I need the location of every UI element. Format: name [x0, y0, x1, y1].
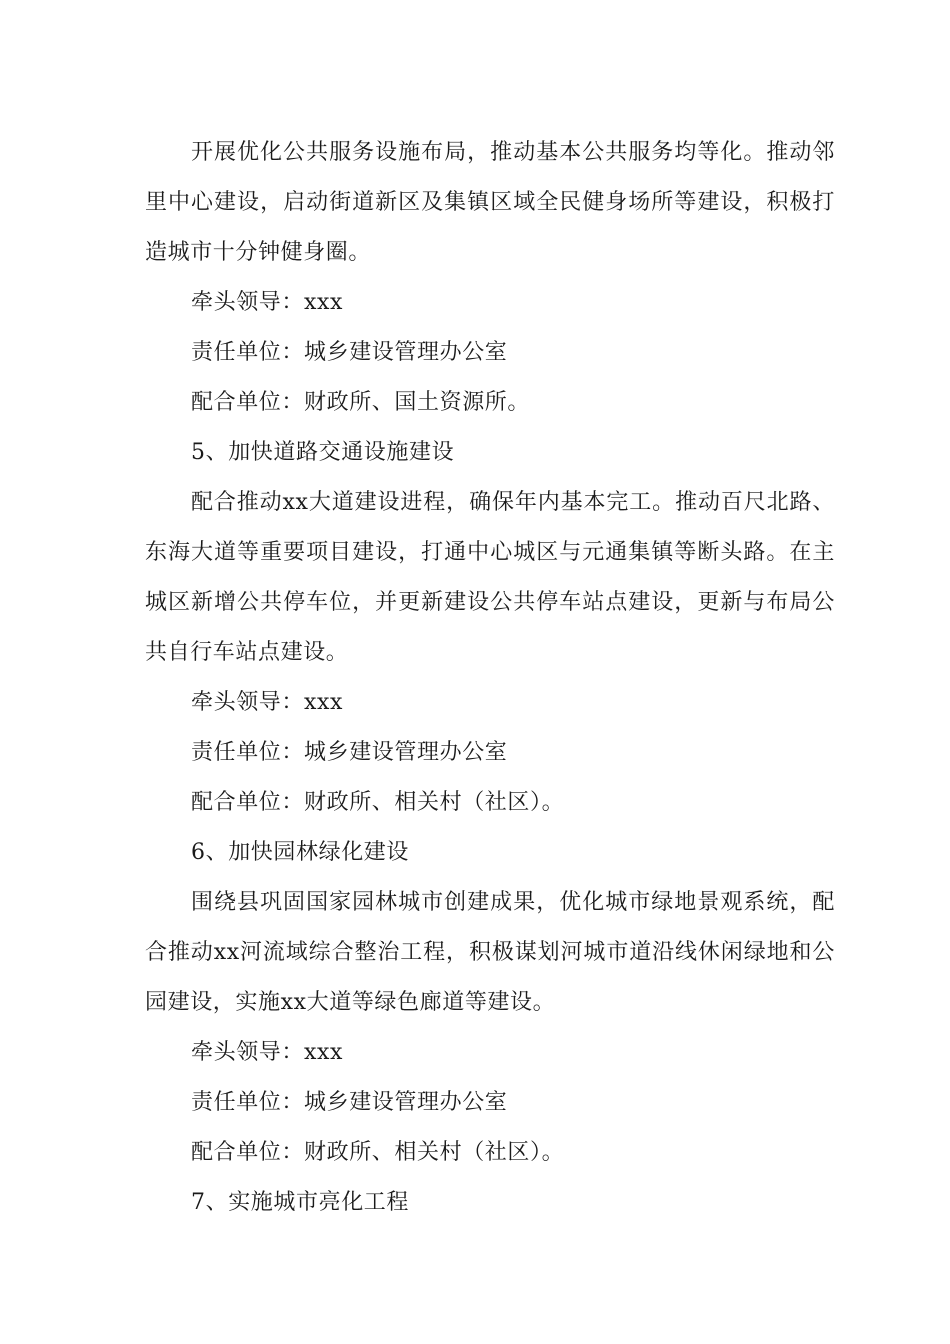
cooperating-unit-line: 配合单位：财政所、相关村（社区）。	[191, 790, 565, 815]
responsible-unit-line: 责任单位：城乡建设管理办公室	[191, 1090, 508, 1115]
responsible-unit-line: 责任单位：城乡建设管理办公室	[191, 340, 508, 365]
cooperating-unit-line: 配合单位：财政所、国土资源所。	[191, 390, 531, 415]
cooperating-unit-line: 配合单位：财政所、相关村（社区）。	[191, 1140, 565, 1165]
lead-leader-line: 牵头领导：xxx	[191, 290, 344, 315]
section-heading-6: 6、加快园林绿化建设	[191, 840, 409, 865]
lead-leader-line: 牵头领导：xxx	[191, 690, 344, 715]
paragraph-road-traffic: 配合推动xx大道建设进程，确保年内基本完工。推动百尺北路、东海大道等重要项目建设，打通中心城区与元通集镇等断头路。在主城区新增公共停车位，并更新建设公共停车站点建设，更新与布局公共自行车站点建设。	[145, 490, 835, 665]
section-heading-5: 5、加快道路交通设施建设	[191, 440, 455, 465]
paragraph-landscaping: 围绕县巩固国家园林城市创建成果，优化城市绿地景观系统，配合推动xx河流域综合整治工程，积极谋划河城市道沿线休闲绿地和公园建设，实施xx大道等绿色廊道等建设。	[145, 890, 835, 1015]
lead-leader-line: 牵头领导：xxx	[191, 1040, 344, 1065]
paragraph-public-services: 开展优化公共服务设施布局，推动基本公共服务均等化。推动邻里中心建设，启动街道新区及集镇区域全民健身场所等建设，积极打造城市十分钟健身圈。	[145, 140, 835, 265]
responsible-unit-line: 责任单位：城乡建设管理办公室	[191, 740, 508, 765]
document-body	[145, 128, 835, 1228]
section-heading-7: 7、实施城市亮化工程	[191, 1190, 409, 1215]
